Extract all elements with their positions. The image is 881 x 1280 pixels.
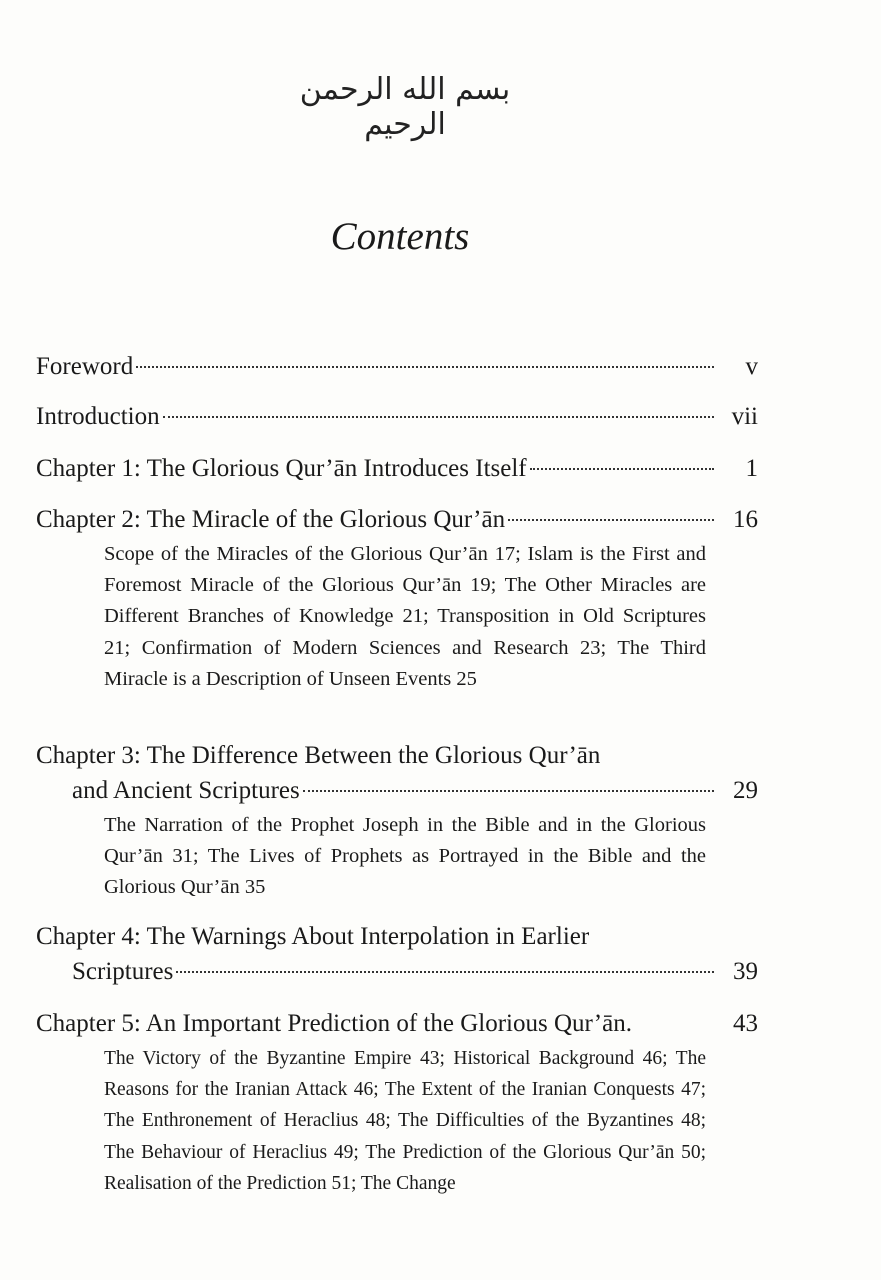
entry-subtopics: The Narration of the Prophet Joseph in the Bible and in the Glorious Qur’ān 31; The Lives of Prophets as Portrayed in the Bible and the Glorious Qur’ān 35 [104, 814, 706, 899]
entry-page: 29 [733, 777, 758, 804]
dot-leader [303, 790, 714, 792]
entry-subtopics: Scope of the Miracles of the Glorious Qur’ān 17; Islam is the First and Foremost Miracle of the Glorious Qur’ān 19; The Other Miracles are Different Branches of Knowledge 21; Transposition in Old Scriptures 21; Confirmation of Modern Sciences and Research 23; The Third Miracle is a Description of Unseen Events 25 [104, 543, 706, 690]
entry-label: Foreword [36, 353, 134, 380]
entry-label: Chapter 2: The Miracle of the Glorious Qur’ān [36, 506, 506, 533]
dot-leader [508, 519, 714, 521]
entry-subtopics: The Victory of the Byzantine Empire 43; Historical Background 46; The Reasons for the Iranian Attack 46; The Extent of the Iranian Conquests 47; The Enthronement of Heraclius 48; The Difficulties of the Byzantines 48; The Behaviour of Heraclius 49; The Prediction of the Glorious Qur’ān 50; Realisation of the Prediction 51; The Change [104, 1048, 706, 1194]
dot-leader [530, 468, 714, 470]
toc-entry-chapter-4[interactable] [36, 919, 758, 989]
entry-label: Chapter 1: The Glorious Qur’ān Introduces Itself [36, 455, 527, 482]
entry-page: vii [731, 403, 758, 430]
entry-label: Introduction [36, 403, 160, 430]
bismillah-calligraphy: بسم الله الرحمن الرحيم [299, 72, 511, 142]
page-title: Contents [330, 215, 470, 258]
entry-label-continued: and Ancient Scriptures [72, 777, 300, 804]
dot-leader [163, 416, 714, 418]
entry-label: Chapter 5: An Important Prediction of the Glorious Qur’ān. [36, 1010, 632, 1037]
entry-page: 43 [733, 1010, 758, 1037]
toc-entry-chapter-5[interactable] [36, 1006, 758, 1199]
entry-label: Chapter 4: The Warnings About Interpolation in Earlier [36, 923, 590, 950]
dot-leader [136, 366, 714, 368]
entry-page: 39 [733, 958, 758, 985]
toc-entry-introduction[interactable] [36, 399, 758, 434]
toc-entry-foreword[interactable] [36, 349, 758, 384]
toc-entry-chapter-3[interactable] [36, 738, 758, 904]
dot-leader [176, 971, 714, 973]
entry-page: 16 [733, 506, 758, 533]
entry-label: Chapter 3: The Difference Between the Glorious Qur’ān [36, 742, 601, 769]
entry-page: 1 [745, 455, 758, 482]
entry-page: v [745, 353, 758, 380]
toc-entry-chapter-1[interactable] [36, 451, 758, 486]
toc-entry-chapter-2[interactable] [36, 502, 758, 695]
entry-label-continued: Scriptures [72, 958, 174, 985]
